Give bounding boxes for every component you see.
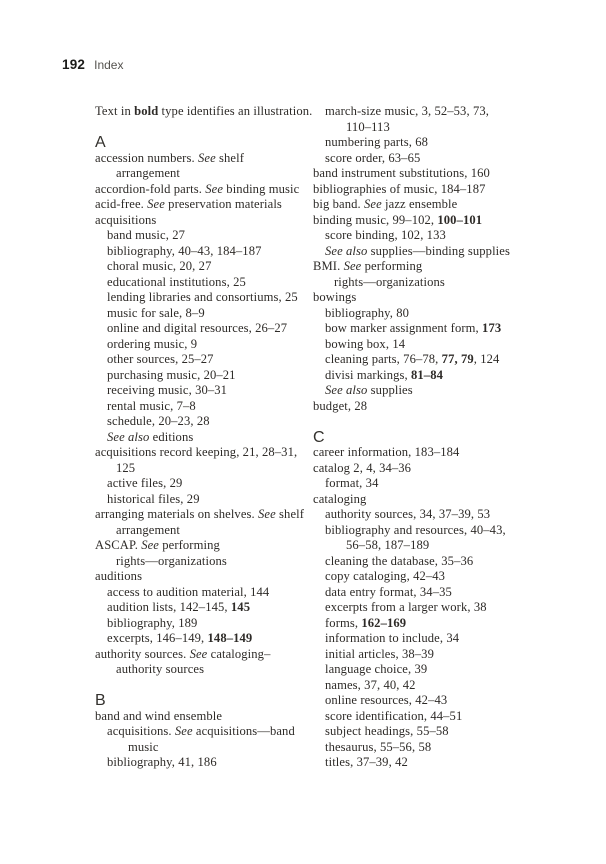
index-entry-line — [95, 197, 325, 213]
entry-text: supplies—binding supplies — [367, 243, 510, 258]
entry-text: lending libraries and consortiums, 25 — [107, 290, 298, 304]
entry-text: thesaurus, 55–56, 58 — [325, 739, 432, 754]
index-entry-line — [95, 569, 325, 585]
entry-text: arrangement — [116, 166, 181, 180]
entry-text: budget, 28 — [313, 398, 368, 413]
index-entry-line — [313, 166, 563, 182]
entry-text: forms, — [325, 615, 362, 630]
entry-text: score binding, 102, 133 — [325, 228, 446, 242]
cross-reference: See — [364, 197, 382, 211]
blank-line — [313, 414, 563, 430]
entry-text: schedule, 20–23, 28 — [107, 414, 210, 428]
index-entry-line — [313, 213, 563, 229]
index-entry-line — [95, 647, 325, 663]
index-entry-line — [95, 306, 325, 322]
cross-reference: See — [147, 197, 165, 211]
index-entry-line — [95, 414, 325, 430]
index-entry-line — [95, 523, 325, 539]
index-entry-line — [313, 290, 563, 306]
index-entry-line — [95, 337, 325, 353]
entry-text: binding music — [223, 181, 300, 196]
entry-text: format, 34 — [325, 476, 379, 490]
index-entry-line — [313, 306, 563, 322]
index-entry-line — [313, 476, 563, 492]
cross-reference: See — [343, 259, 362, 273]
entry-text: 125 — [116, 460, 136, 475]
section-heading-a: A — [95, 134, 106, 151]
entry-text: editions — [149, 429, 194, 444]
index-entry-line — [313, 228, 563, 244]
entry-text: Text in — [95, 104, 135, 118]
entry-text: bowing box, 14 — [325, 336, 406, 351]
entry-text: band music, 27 — [107, 228, 186, 242]
index-entry-line — [95, 244, 325, 260]
index-entry-line — [313, 693, 563, 709]
index-entry-line — [95, 492, 325, 508]
entry-text: bowings — [313, 290, 357, 304]
entry-text: choral music, 20, 27 — [107, 259, 212, 273]
entry-text: score order, 63–65 — [325, 150, 421, 165]
entry-text: acquisitions. — [107, 724, 175, 738]
index-entry-line — [313, 724, 563, 740]
index-entry-line — [313, 275, 563, 291]
index-entry-line — [95, 321, 325, 337]
entry-text: receiving music, 30–31 — [107, 383, 228, 397]
cross-reference: See — [189, 646, 208, 661]
left-column — [95, 104, 325, 771]
running-header — [62, 56, 123, 74]
entry-text: arrangement — [116, 522, 181, 537]
index-entry-line — [95, 383, 325, 399]
entry-text: bibliography and resources, 40–43, — [325, 522, 506, 537]
index-entry-line — [313, 523, 563, 539]
entry-text: jazz ensemble — [381, 197, 458, 211]
index-entry-line — [95, 585, 325, 601]
index-entry-line — [95, 538, 325, 554]
index-entry-line — [313, 244, 563, 260]
index-entry-line — [313, 755, 563, 771]
index-entry-line — [95, 709, 325, 725]
entry-text: audition lists, 142–145, — [107, 600, 231, 614]
index-entry-line — [95, 104, 325, 120]
cross-reference: See also — [325, 243, 368, 258]
index-entry-line — [313, 399, 563, 415]
index-entry-line — [313, 569, 563, 585]
entry-text: data entry format, 34–35 — [325, 584, 452, 599]
entry-text: 110–113 — [346, 119, 390, 134]
index-entry-line — [95, 166, 325, 182]
entry-text: type identifies an illustration. — [158, 104, 313, 118]
entry-text: initial articles, 38–39 — [325, 646, 434, 661]
entry-text: rental music, 7–8 — [107, 398, 196, 413]
entry-text: BMI. — [313, 259, 344, 273]
entry-text: cleaning the database, 35–36 — [325, 553, 474, 568]
index-entry-line — [313, 585, 563, 601]
index-entry-line — [95, 554, 325, 570]
index-entry-line — [313, 740, 563, 756]
entry-text: band instrument substitutions, 160 — [313, 166, 490, 180]
entry-text: performing — [158, 538, 220, 552]
entry-text: cleaning parts, 76–78, — [325, 352, 442, 366]
entry-text: online resources, 42–43 — [325, 693, 448, 707]
index-entry-line — [95, 352, 325, 368]
section-heading-c: C — [313, 428, 325, 446]
index-entry-line — [95, 445, 325, 461]
entry-text: arranging materials on shelves. — [95, 507, 259, 521]
index-entry-line — [313, 600, 563, 616]
index-entry-line — [313, 507, 563, 523]
index-entry-line — [313, 383, 563, 399]
entry-text: language choice, 39 — [325, 662, 428, 676]
index-entry-line — [313, 104, 563, 120]
entry-text: cataloging– — [207, 646, 271, 661]
index-entry-line — [95, 213, 325, 229]
entry-text: music — [128, 739, 159, 754]
cross-reference: See also — [325, 383, 368, 397]
entry-text: acid-free. — [95, 197, 148, 211]
section-heading-b: B — [95, 692, 106, 709]
index-entry-line — [313, 352, 563, 368]
index-entry-line — [95, 368, 325, 384]
entry-text: bow marker assignment form, — [325, 321, 483, 335]
right-column — [313, 104, 563, 771]
index-entry-line — [95, 755, 325, 771]
entry-text: acquisitions record keeping, 21, 28–31, — [95, 445, 298, 459]
entry-text: other sources, 25–27 — [107, 352, 214, 366]
entry-text: acquisitions—band — [192, 724, 295, 738]
entry-text: score identification, 44–51 — [325, 708, 463, 723]
index-entry-line — [313, 678, 563, 694]
entry-text: divisi markings, — [325, 367, 412, 382]
entry-text: performing — [361, 259, 423, 273]
section-label: Index — [94, 58, 124, 72]
index-entry-line — [313, 631, 563, 647]
entry-text: bibliography, 41, 186 — [107, 755, 217, 769]
entry-text: 56–58, 187–189 — [346, 538, 430, 552]
cross-reference: See also — [107, 429, 150, 444]
page-number: 192 — [62, 57, 86, 72]
cross-reference: See — [258, 507, 276, 521]
bold-page-ref: 145 — [230, 600, 251, 614]
bold-page-ref: 162–169 — [361, 615, 407, 630]
index-entry-line — [95, 151, 325, 167]
cross-reference: See — [141, 538, 159, 552]
index-entry-line — [95, 228, 325, 244]
entry-text: shelf — [215, 150, 244, 165]
entry-text: rights—organizations — [334, 274, 445, 289]
index-entry-line — [95, 476, 325, 492]
index-entry-line — [313, 554, 563, 570]
entry-text: , 124 — [473, 352, 500, 366]
entry-text: bibliography, 189 — [107, 615, 198, 630]
index-entry-line — [313, 182, 563, 198]
index-entry-line — [313, 337, 563, 353]
entry-text: numbering parts, 68 — [325, 135, 428, 149]
entry-text: active files, 29 — [107, 476, 183, 490]
index-entry-line — [95, 631, 325, 647]
entry-text: big band. — [313, 197, 365, 211]
index-entry-line — [313, 492, 563, 508]
index-entry-line — [313, 709, 563, 725]
index-entry-line — [313, 321, 563, 337]
cross-reference: See — [174, 724, 193, 738]
entry-text: auditions — [95, 569, 143, 583]
entry-text: acquisitions — [95, 212, 157, 227]
entry-text: shelf — [275, 507, 305, 521]
index-entry-line — [313, 120, 563, 136]
entry-text: catalog 2, 4, 34–36 — [313, 460, 412, 475]
entry-text: historical files, 29 — [107, 491, 200, 506]
index-entry-line — [95, 461, 325, 477]
entry-text: march-size music, 3, 52–53, 73, — [325, 104, 489, 118]
entry-text: educational institutions, 25 — [107, 274, 246, 289]
entry-text: authority sources — [116, 662, 205, 676]
entry-text: music for sale, 8–9 — [107, 305, 205, 320]
index-entry-line — [313, 616, 563, 632]
index-entry-line — [313, 538, 563, 554]
bold-page-ref: bold — [134, 104, 159, 118]
entry-text: bibliography, 40–43, 184–187 — [107, 243, 262, 258]
blank-line — [95, 678, 325, 694]
entry-text: purchasing music, 20–21 — [107, 367, 236, 382]
entry-text: titles, 37–39, 42 — [325, 755, 408, 769]
bold-page-ref: 81–84 — [411, 367, 443, 382]
index-entry-line — [95, 182, 325, 198]
entry-text: accordion-fold parts. — [95, 181, 206, 196]
index-entry-line — [95, 724, 325, 740]
index-entry-line — [95, 600, 325, 616]
bold-page-ref: 100–101 — [437, 212, 483, 227]
bold-page-ref: 173 — [482, 321, 502, 335]
entry-text: bibliographies of music, 184–187 — [313, 181, 486, 196]
entry-text: authority sources, 34, 37–39, 53 — [325, 507, 491, 521]
entry-text: career information, 183–184 — [313, 445, 460, 459]
index-entry-line — [95, 290, 325, 306]
index-entry-line — [313, 445, 563, 461]
index-entry-line — [313, 647, 563, 663]
entry-text: band and wind ensemble — [95, 708, 223, 723]
entry-text: authority sources. — [95, 646, 190, 661]
index-entry-line — [95, 616, 325, 632]
index-entry-line — [313, 461, 563, 477]
bold-page-ref: 77, 79 — [441, 352, 474, 366]
entry-text: supplies — [367, 383, 413, 397]
entry-text: accession numbers. — [95, 150, 198, 165]
entry-text: cataloging — [313, 491, 367, 506]
blank-line — [95, 120, 325, 136]
entry-text: ordering music, 9 — [107, 336, 198, 351]
entry-text: excerpts, 146–149, — [107, 631, 208, 645]
entry-text: access to audition material, 144 — [107, 584, 270, 599]
entry-text: names, 37, 40, 42 — [325, 677, 416, 692]
entry-text: rights—organizations — [116, 553, 227, 568]
index-entry-line — [95, 507, 325, 523]
entry-text: subject headings, 55–58 — [325, 724, 449, 738]
cross-reference: See — [197, 150, 216, 165]
entry-text: online and digital resources, 26–27 — [107, 321, 288, 335]
index-entry-line — [313, 662, 563, 678]
index-entry-line — [95, 430, 325, 446]
index-entry-line — [95, 275, 325, 291]
index-entry-line — [313, 151, 563, 167]
index-entry-line — [95, 740, 325, 756]
entry-text: ASCAP. — [95, 538, 142, 552]
entry-text: copy cataloging, 42–43 — [325, 569, 446, 583]
index-entry-line — [95, 259, 325, 275]
index-entry-line — [313, 135, 563, 151]
index-entry-line — [313, 259, 563, 275]
cross-reference: See — [205, 181, 224, 196]
index-entry-line — [313, 197, 563, 213]
entry-text: information to include, 34 — [325, 631, 460, 645]
index-entry-line — [95, 662, 325, 678]
entry-text: preservation materials — [164, 197, 282, 211]
entry-text: bibliography, 80 — [325, 305, 410, 320]
entry-text: excerpts from a larger work, 38 — [325, 600, 487, 614]
bold-page-ref: 148–149 — [207, 631, 253, 645]
entry-text: binding music, 99–102, — [313, 212, 438, 227]
index-entry-line — [313, 368, 563, 384]
index-entry-line — [95, 399, 325, 415]
